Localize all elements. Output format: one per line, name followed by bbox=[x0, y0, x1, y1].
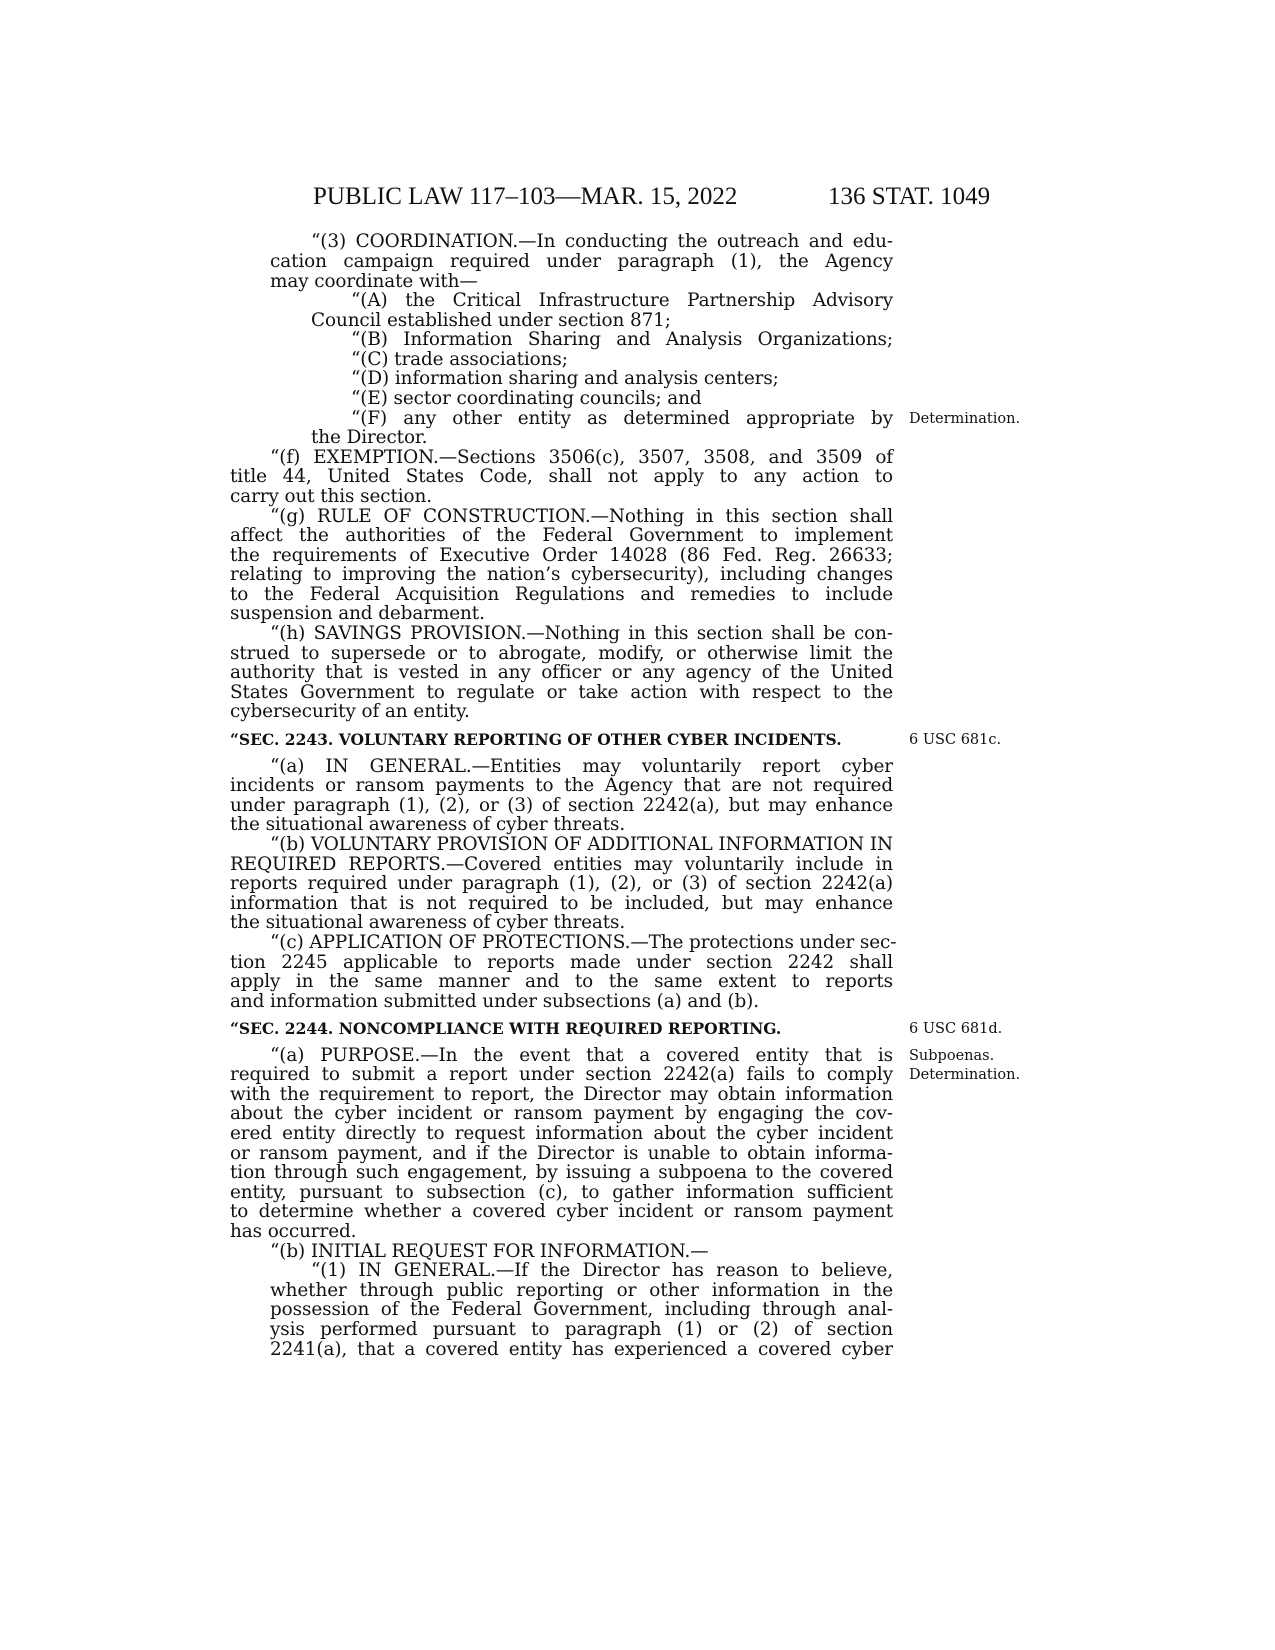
text-line: has occurred. bbox=[230, 1221, 357, 1242]
text-line: cation campaign required under paragraph (1), the Agency bbox=[270, 251, 893, 272]
text-line: strued to supersede or to abrogate, modify, or otherwise limit the bbox=[230, 643, 893, 664]
text-line: authority that is vested in any officer or any agency of the United bbox=[230, 662, 893, 683]
text-line: title 44, United States Code, shall not apply to any action to bbox=[230, 466, 893, 487]
text-line: “(a) PURPOSE.—In the event that a covered entity that is bbox=[270, 1045, 893, 1066]
text-line: “(1) IN GENERAL.—If the Director has reason to believe, bbox=[311, 1260, 893, 1281]
text-line: entity, pursuant to subsection (c), to gather information sufficient bbox=[230, 1182, 893, 1203]
text-line: the situational awareness of cyber threats. bbox=[230, 912, 626, 933]
text-line: apply in the same manner and to the same extent to reports bbox=[230, 971, 893, 992]
text-line: under paragraph (1), (2), or (3) of section 2242(a), but may enhance bbox=[230, 795, 893, 816]
text-line: “(A) the Critical Infrastructure Partnership Advisory bbox=[351, 290, 893, 311]
text-line: “(C) trade associations; bbox=[351, 349, 568, 370]
text-line: “(h) SAVINGS PROVISION.—Nothing in this section shall be con- bbox=[270, 623, 893, 644]
text-line: “(c) APPLICATION OF PROTECTIONS.—The protections under sec- bbox=[270, 932, 897, 953]
text-line: the situational awareness of cyber threats. bbox=[230, 814, 626, 835]
text-line: States Government to regulate or take action with respect to the bbox=[230, 682, 893, 703]
text-line: “(D) information sharing and analysis centers; bbox=[351, 368, 779, 389]
text-line: and information submitted under subsections (a) and (b). bbox=[230, 991, 760, 1012]
margin-note: Determination. bbox=[909, 1067, 1021, 1083]
text-line: “(f) EXEMPTION.—Sections 3506(c), 3507, 3508, and 3509 of bbox=[270, 447, 893, 468]
text-line: carry out this section. bbox=[230, 486, 432, 507]
text-line: reports required under paragraph (1), (2), or (3) of section 2242(a) bbox=[230, 873, 893, 894]
text-line: may coordinate with— bbox=[270, 271, 478, 292]
text-line: “(b) INITIAL REQUEST FOR INFORMATION.— bbox=[270, 1241, 709, 1262]
text-line: or ransom payment, and if the Director is unable to obtain informa- bbox=[230, 1143, 893, 1164]
text-line: cybersecurity of an entity. bbox=[230, 701, 470, 722]
margin-note: Determination. bbox=[909, 411, 1021, 427]
text-line: suspension and debarment. bbox=[230, 603, 485, 624]
text-line: required to submit a report under section 2242(a) fails to comply bbox=[230, 1064, 893, 1085]
text-line: “(F) any other entity as determined appropriate by bbox=[351, 408, 893, 429]
margin-note-citation: 6 USC 681c. bbox=[909, 732, 1002, 748]
text-line: ysis performed pursuant to paragraph (1) or (2) of section bbox=[270, 1319, 893, 1340]
text-line: to determine whether a covered cyber incident or ransom payment bbox=[230, 1201, 893, 1222]
text-line: “(E) sector coordinating councils; and bbox=[351, 388, 702, 409]
section-heading: “SEC. 2243. VOLUNTARY REPORTING OF OTHER CYBER INCIDENTS. bbox=[230, 730, 842, 749]
text-line: about the cyber incident or ransom payment by engaging the cov- bbox=[230, 1103, 893, 1124]
text-line: “(B) Information Sharing and Analysis Organizations; bbox=[351, 329, 893, 350]
text-line: incidents or ransom payments to the Agency that are not required bbox=[230, 775, 893, 796]
text-line: “(3) COORDINATION.—In conducting the outreach and edu- bbox=[311, 231, 893, 252]
text-line: “(b) VOLUNTARY PROVISION OF ADDITIONAL INFORMATION IN bbox=[270, 834, 893, 855]
running-header-title: PUBLIC LAW 117–103—MAR. 15, 2022 bbox=[313, 183, 738, 210]
text-line: Council established under section 871; bbox=[311, 310, 671, 331]
text-line: with the requirement to report, the Director may obtain information bbox=[230, 1084, 893, 1105]
text-line: ered entity directly to request information about the cyber incident bbox=[230, 1123, 893, 1144]
text-line: REQUIRED REPORTS.—Covered entities may voluntarily include in bbox=[230, 854, 893, 875]
text-line: “(a) IN GENERAL.—Entities may voluntarily report cyber bbox=[270, 756, 893, 777]
text-line: the requirements of Executive Order 14028 (86 Fed. Reg. 26633; bbox=[230, 545, 893, 566]
page-number: 136 STAT. 1049 bbox=[828, 183, 991, 210]
text-line: to the Federal Acquisition Regulations and remedies to include bbox=[230, 584, 893, 605]
text-line: possession of the Federal Government, including through anal- bbox=[270, 1299, 893, 1320]
text-line: tion through such engagement, by issuing a subpoena to the covered bbox=[230, 1162, 893, 1183]
margin-note: Subpoenas. bbox=[909, 1048, 995, 1064]
text-line: information that is not required to be included, but may enhance bbox=[230, 893, 893, 914]
text-line: relating to improving the nation’s cybersecurity), including changes bbox=[230, 564, 893, 585]
text-line: 2241(a), that a covered entity has experienced a covered cyber bbox=[270, 1339, 893, 1360]
margin-note-citation: 6 USC 681d. bbox=[909, 1021, 1003, 1037]
text-line: tion 2245 applicable to reports made under section 2242 shall bbox=[230, 952, 893, 973]
text-line: “(g) RULE OF CONSTRUCTION.—Nothing in this section shall bbox=[270, 506, 893, 527]
text-line: affect the authorities of the Federal Government to implement bbox=[230, 525, 893, 546]
section-heading: “SEC. 2244. NONCOMPLIANCE WITH REQUIRED REPORTING. bbox=[230, 1019, 782, 1038]
text-line: whether through public reporting or other information in the bbox=[270, 1280, 893, 1301]
text-line: the Director. bbox=[311, 427, 428, 448]
